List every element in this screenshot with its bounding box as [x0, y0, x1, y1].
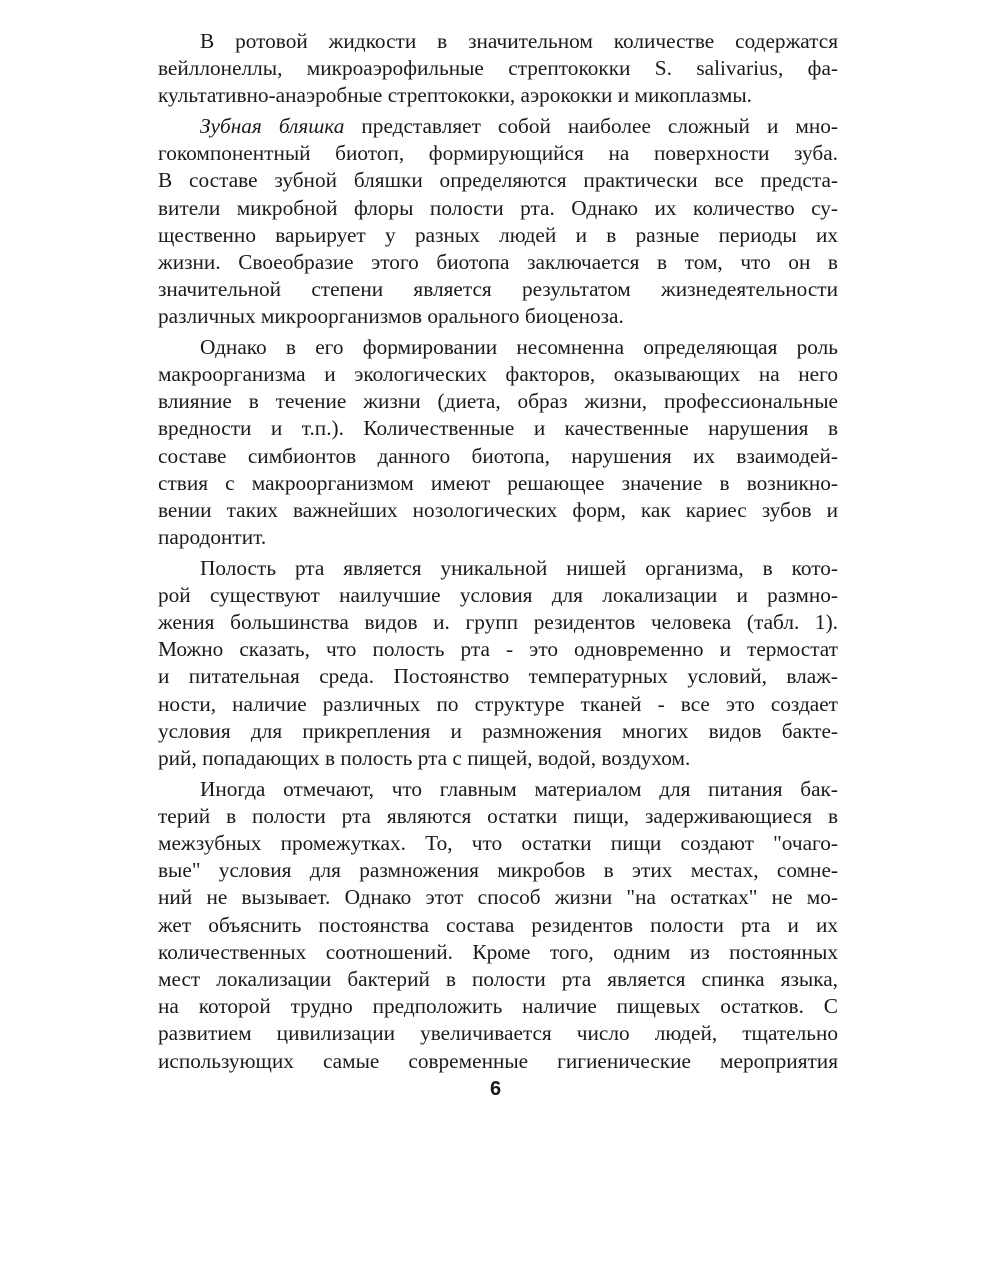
text-line: вредности и т.п.). Количественные и качественные нарушения в [158, 416, 838, 441]
text-line: макроорганизма и экологических факторов, оказывающих на него [158, 362, 838, 387]
paragraph-3 [158, 334, 838, 552]
text-line: пародонтит. [158, 525, 267, 550]
text-line: использующих самые современные гигиенические мероприятия [158, 1048, 838, 1073]
dental-plaque-term: Зубная бляшка [200, 113, 345, 138]
text-line: вые" условия для размножения микробов в этих местах, сомне- [158, 858, 838, 883]
text-line: ний не вызывает. Однако этот способ жизни "на остатках" не мо- [158, 885, 838, 910]
text-line: ности, наличие различных по структуре тканей - все это создает [158, 691, 838, 716]
text-line: щественно варьирует у разных людей и в разные периоды их [158, 222, 838, 247]
text-line: межзубных промежутках. То, что остатки пищи создают "очаго- [158, 831, 838, 855]
text-line: вейллонеллы, микроаэрофильные стрептококки S. salivarius, фа- [158, 56, 838, 81]
text-line: вители микробной флоры полости рта. Однако их количество су- [158, 195, 838, 220]
text-line: и питательная среда. Постоянство температурных условий, влаж- [158, 664, 838, 689]
text-line: В составе зубной бляшки определяются практически все предста- [158, 168, 838, 193]
text-line: жизни. Своеобразие этого биотопа заключается в том, что он в [158, 249, 838, 274]
text-fragment: представляет собой наиболее сложный и мно- [344, 113, 839, 138]
text-line: культативно-анаэробные стрептококки, аэрококки и микоплазмы. [158, 83, 752, 108]
paragraph-4 [158, 555, 838, 773]
paragraph-1 [158, 28, 838, 110]
page-body [158, 28, 838, 1078]
text-line: влияние в течение жизни (диета, образ жизни, профессиональные [158, 389, 838, 414]
text-line: количественных соотношений. Кроме того, одним из постоянных [158, 939, 838, 964]
page-number: 6 [489, 1078, 502, 1100]
text-line: гокомпонентный биотоп, формирующийся на поверхности зуба. [158, 141, 838, 166]
text-line: ствия с макроорганизмом имеют решающее значение в возникно- [158, 470, 838, 495]
paragraph-5 [158, 776, 838, 1075]
text-line: составе симбионтов данного биотопа, нарушения их взаимодей- [158, 443, 838, 468]
text-line: жения большинства видов и. групп резидентов человека (табл. 1). [158, 610, 838, 635]
text-line: терий в полости рта являются остатки пищи, задерживающиеся в [158, 803, 838, 828]
text-line: Полость рта является уникальной нишей организма, в кото- [200, 555, 838, 580]
text-line [158, 113, 838, 140]
text-line: рий, попадающих в полость рта с пищей, водой, воздухом. [158, 746, 691, 771]
text-line: В ротовой жидкости в значительном количестве содержатся [200, 29, 838, 53]
text-line: значительной степени является результатом жизнедеятельности [158, 277, 838, 302]
text-line: жет объяснить постоянства состава резидентов полости рта и их [158, 912, 838, 937]
text-line: условия для прикрепления и размножения многих видов бакте- [158, 718, 838, 743]
text-line: Можно сказать, что полость рта - это одновременно и термостат [158, 637, 838, 662]
text-line: Иногда отмечают, что главным материалом для питания бак- [200, 776, 838, 801]
paragraph-2 [158, 113, 838, 331]
text-line: рой существуют наилучшие условия для локализации и размно- [158, 582, 838, 607]
text-line: Однако в его формировании несомненна определяющая роль [200, 334, 838, 359]
text-line: вении таких важнейших нозологических форм, как кариес зубов и [158, 497, 838, 522]
text-line: мест локализации бактерий в полости рта является спинка языка, [158, 966, 838, 991]
text-line: на которой трудно предположить наличие пищевых остатков. С [158, 994, 838, 1019]
text-line: развитием цивилизации увеличивается число людей, тщательно [158, 1021, 838, 1046]
text-line: различных микроорганизмов орального биоценоза. [158, 304, 624, 329]
